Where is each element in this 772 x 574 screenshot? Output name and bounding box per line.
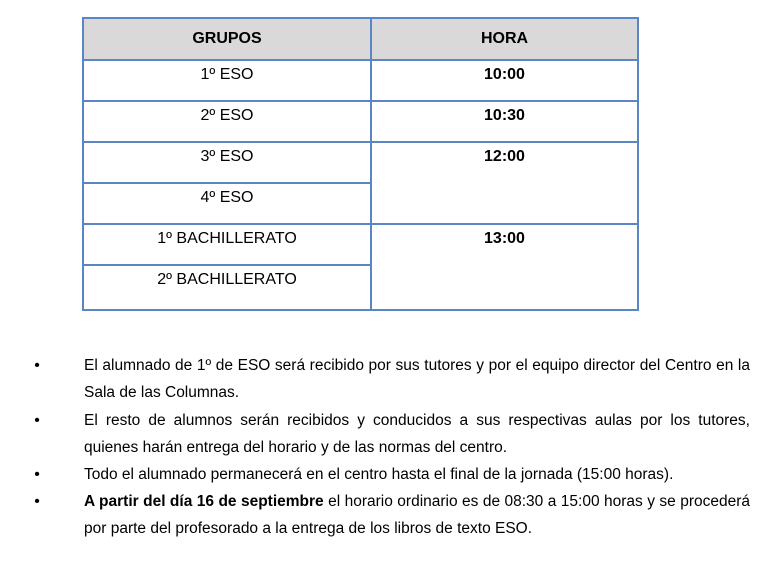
bullet-icon	[32, 488, 42, 515]
hour-cell: 10:30	[371, 101, 638, 142]
list-item	[32, 352, 750, 406]
table-row	[83, 224, 638, 265]
note-text: Todo el alumnado permanecerá en el centro hasta el final de la jornada (15:00 horas).	[84, 466, 674, 483]
table-row	[83, 142, 638, 183]
hour-cell: 13:00	[371, 224, 638, 310]
group-cell: 2º BACHILLERATO	[83, 265, 371, 310]
group-cell: 1º ESO	[83, 60, 371, 101]
group-cell: 1º BACHILLERATO	[83, 224, 371, 265]
list-item	[32, 407, 750, 461]
group-cell: 4º ESO	[83, 183, 371, 224]
hour-cell: 12:00	[371, 142, 638, 224]
header-groups: GRUPOS	[83, 18, 371, 60]
group-cell: 3º ESO	[83, 142, 371, 183]
table-row	[83, 60, 638, 101]
bullet-icon	[32, 407, 42, 434]
note-text: El resto de alumnos serán recibidos y conducidos a sus respectivas aulas por los tutores, quienes harán entrega del horario y de las normas del centro.	[84, 412, 750, 456]
list-item	[32, 488, 750, 542]
bullet-icon	[32, 461, 42, 488]
header-hour: HORA	[371, 18, 638, 60]
bullet-icon	[32, 352, 42, 379]
schedule-table	[82, 17, 639, 311]
note-bold-text: A partir del día 16 de septiembre	[84, 493, 324, 510]
table-header-row	[83, 18, 638, 60]
notes-list	[32, 352, 750, 542]
list-item	[32, 461, 750, 488]
table-row	[83, 101, 638, 142]
note-text: El alumnado de 1º de ESO será recibido por sus tutores y por el equipo director del Centro en la Sala de las Columnas.	[84, 357, 750, 401]
hour-cell: 10:00	[371, 60, 638, 101]
note-text-container	[84, 488, 750, 542]
group-cell: 2º ESO	[83, 101, 371, 142]
note-text: el horario ordinario es de 08:30 a 15:00 horas y se procederá por parte del profesorado a la entrega de los libros de texto ESO.	[84, 493, 751, 537]
